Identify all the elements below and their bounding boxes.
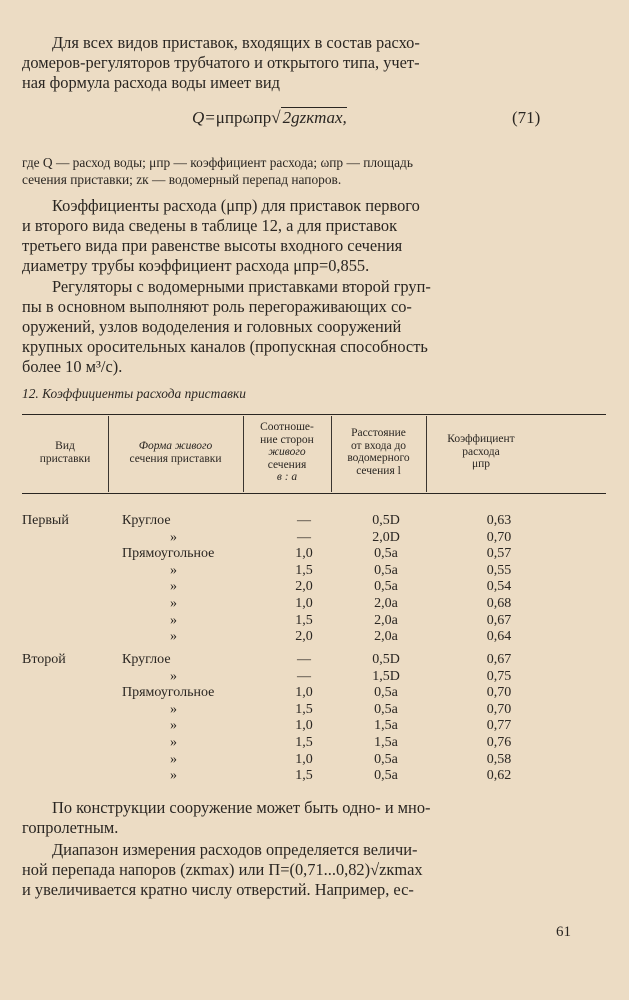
- table-row: [22, 734, 606, 751]
- text-line: где Q — расход воды; μпр — коэффициент расхода; ωпр — площадь: [22, 155, 413, 170]
- table-cell: Круглое: [122, 513, 171, 528]
- paragraph-regulators: [22, 277, 604, 377]
- table-cell: »: [170, 596, 177, 611]
- header-line: Форма живого: [138, 440, 213, 452]
- table-cell: —: [297, 668, 311, 684]
- table-row: [22, 578, 606, 595]
- table-caption: 12. Коэффициенты расхода приставки: [22, 386, 246, 401]
- table-row: [22, 612, 606, 629]
- table-cell: 0,64: [486, 629, 512, 645]
- text-line: домеров-регуляторов трубчатого и открытого типа, учет-: [22, 53, 420, 72]
- table-cell: 2,0a: [374, 612, 398, 628]
- table-cell: 1,0: [295, 685, 313, 701]
- header-line: Соотноше-: [260, 421, 314, 433]
- table-cell: 1,0: [295, 596, 313, 611]
- text-line: Для всех видов приставок, входящих в состав расхо-: [52, 33, 420, 52]
- table-cell: 0,70: [486, 701, 512, 717]
- header-line: от входа до: [350, 439, 407, 452]
- table-cell: »: [170, 629, 177, 645]
- table-header-rule: [22, 493, 606, 494]
- text-line: гопролетным.: [22, 818, 119, 837]
- text-line: Диапазон измерения расходов определяется величи-: [52, 840, 418, 859]
- table-cell: 1,0: [295, 718, 313, 734]
- table-row: [22, 701, 606, 718]
- table-cell: 0,70: [486, 685, 512, 701]
- table-row: [22, 562, 606, 579]
- table-cell: 0,75: [486, 668, 512, 684]
- header-coefficient: [426, 433, 536, 471]
- table-cell: 0,5a: [374, 685, 398, 701]
- table-cell: 0,77: [486, 718, 512, 734]
- table-cell: 0,54: [486, 579, 512, 595]
- table-cell: 0,5a: [374, 768, 398, 784]
- table-cell: 0,62: [486, 768, 512, 784]
- header-distance: [331, 427, 426, 477]
- formula-under-root: 2gzкmax,: [282, 108, 347, 127]
- table-cell: »: [170, 701, 177, 717]
- formula-mu: μпр: [215, 108, 243, 127]
- paragraph-construction: [22, 798, 604, 838]
- table-cell: 0,5a: [374, 546, 398, 562]
- table-cell: 0,55: [486, 562, 512, 578]
- header-ratio: [243, 421, 331, 484]
- table-cell: —: [297, 529, 311, 545]
- text-line: пы в основном выполняют роль перегораживающих со-: [22, 297, 412, 316]
- table-top-rule: [22, 414, 606, 415]
- header-shape: [108, 440, 243, 465]
- table-row: [22, 651, 606, 668]
- paragraph-intro: [22, 33, 604, 93]
- table-cell: 0,5a: [374, 751, 398, 767]
- table-cell: 0,5a: [374, 562, 398, 578]
- text-line: более 10 м³/с).: [22, 357, 123, 376]
- header-line: сечения: [267, 458, 307, 471]
- table-cell: »: [170, 612, 177, 628]
- table-cell: 2,0a: [374, 596, 398, 611]
- table-row: [22, 767, 606, 784]
- header-line: в : а: [276, 471, 298, 484]
- text-line: крупных оросительных каналов (пропускная способность: [22, 337, 428, 356]
- table-row: [22, 595, 606, 612]
- table-cell: 1,5: [295, 735, 313, 750]
- table-row: [22, 684, 606, 701]
- table-cell: 1,5a: [374, 718, 398, 734]
- table-cell: »: [170, 668, 177, 684]
- table-cell: 0,57: [486, 546, 512, 562]
- table-cell: 0,76: [486, 735, 512, 750]
- table-row: [22, 529, 606, 546]
- table-cell: 0,67: [486, 652, 512, 667]
- table-cell: »: [170, 529, 177, 545]
- table-row: [22, 751, 606, 768]
- formula-lhs: Q=: [192, 108, 216, 127]
- header-line: сечения приставки: [129, 452, 222, 465]
- table-cell: 1,5: [295, 701, 313, 717]
- table-cell: 0,70: [486, 529, 512, 545]
- page-number: 61: [556, 924, 571, 940]
- header-line: сечения l: [356, 464, 401, 477]
- text-line: оружений, узлов вододеления и головных сооружений: [22, 317, 402, 336]
- table-cell: 2,0: [295, 629, 313, 645]
- table-cell: »: [170, 735, 177, 750]
- table-cell: 0,67: [486, 612, 512, 628]
- table-cell: —: [297, 652, 311, 667]
- text-line: и увеличивается кратно числу отверстий. Например, ес-: [22, 880, 414, 899]
- header-line: Расстояние: [351, 427, 406, 439]
- header-line: ние сторон: [260, 433, 314, 446]
- table-cell: 2,0a: [374, 629, 398, 645]
- header-kind: [22, 440, 108, 465]
- text-line: диаметру трубы коэффициент расхода μпр=0,855.: [22, 256, 370, 275]
- table-row: [22, 717, 606, 734]
- formula-71: [0, 108, 629, 134]
- table-cell: 0,5a: [374, 579, 398, 595]
- table-cell: »: [170, 718, 177, 734]
- table-cell: —: [297, 513, 311, 528]
- header-line: Вид: [55, 440, 75, 452]
- table-cell: 0,63: [486, 513, 512, 528]
- table-cell: Круглое: [122, 652, 171, 667]
- table-cell: 0,5D: [372, 652, 400, 667]
- table-cell: 0,58: [486, 751, 512, 767]
- table-cell: 0,5a: [374, 701, 398, 717]
- text-line: По конструкции сооружение может быть одно- и мно-: [52, 798, 431, 817]
- table-cell: 1,5: [295, 612, 313, 628]
- paragraph-range: [22, 840, 604, 900]
- table-cell: »: [170, 579, 177, 595]
- table-cell: »: [170, 751, 177, 767]
- header-line: живого: [268, 446, 306, 459]
- table-cell: 0,68: [486, 596, 512, 611]
- header-line: Коэффициент: [447, 433, 515, 445]
- text-line: и второго вида сведены в таблице 12, а для приставок: [22, 216, 398, 235]
- paragraph-coefficients: [22, 196, 604, 276]
- table-cell: 1,5a: [374, 735, 398, 750]
- table-row: [22, 628, 606, 645]
- table-cell: 1,5: [295, 768, 313, 784]
- formula-expression: [192, 108, 347, 128]
- table-cell: 1,5: [295, 562, 313, 578]
- table-cell: »: [170, 768, 177, 784]
- table-cell: 1,5D: [372, 668, 400, 684]
- table-cell: 1,0: [295, 751, 313, 767]
- table-row: [22, 545, 606, 562]
- header-line: расхода: [462, 445, 500, 458]
- radical-sign: √: [271, 108, 281, 127]
- header-line: μпр: [471, 458, 491, 471]
- table-cell: Прямоугольное: [122, 546, 215, 562]
- table-cell: Первый: [22, 513, 69, 528]
- table-cell: 2,0D: [372, 529, 400, 545]
- header-line: приставки: [39, 452, 91, 465]
- text-line: Регуляторы с водомерными приставками второй груп-: [52, 277, 431, 296]
- text-line: Коэффициенты расхода (μпр) для приставок первого: [52, 196, 420, 215]
- text-line: третьего вида при равенстве высоты входного сечения: [22, 236, 403, 255]
- header-line: водомерного: [347, 452, 410, 465]
- table-cell: 1,0: [295, 546, 313, 562]
- text-line: ная формула расхода воды имеет вид: [22, 73, 280, 92]
- table-row: [22, 668, 606, 685]
- table-cell: Прямоугольное: [122, 685, 215, 701]
- table-cell: 2,0: [295, 579, 313, 595]
- table-cell: Второй: [22, 652, 66, 667]
- text-line: ной перепада напоров (zкmax) или П=(0,71...0,82)√zкmax: [22, 860, 423, 879]
- table-cell: »: [170, 562, 177, 578]
- formula-number: (71): [512, 108, 541, 127]
- table-cell: 0,5D: [372, 513, 400, 528]
- text-line: сечения приставки; zк — водомерный перепад напоров.: [22, 172, 342, 187]
- table-row: [22, 512, 606, 529]
- formula-legend: [22, 154, 606, 188]
- formula-omega: ωпр: [242, 108, 272, 127]
